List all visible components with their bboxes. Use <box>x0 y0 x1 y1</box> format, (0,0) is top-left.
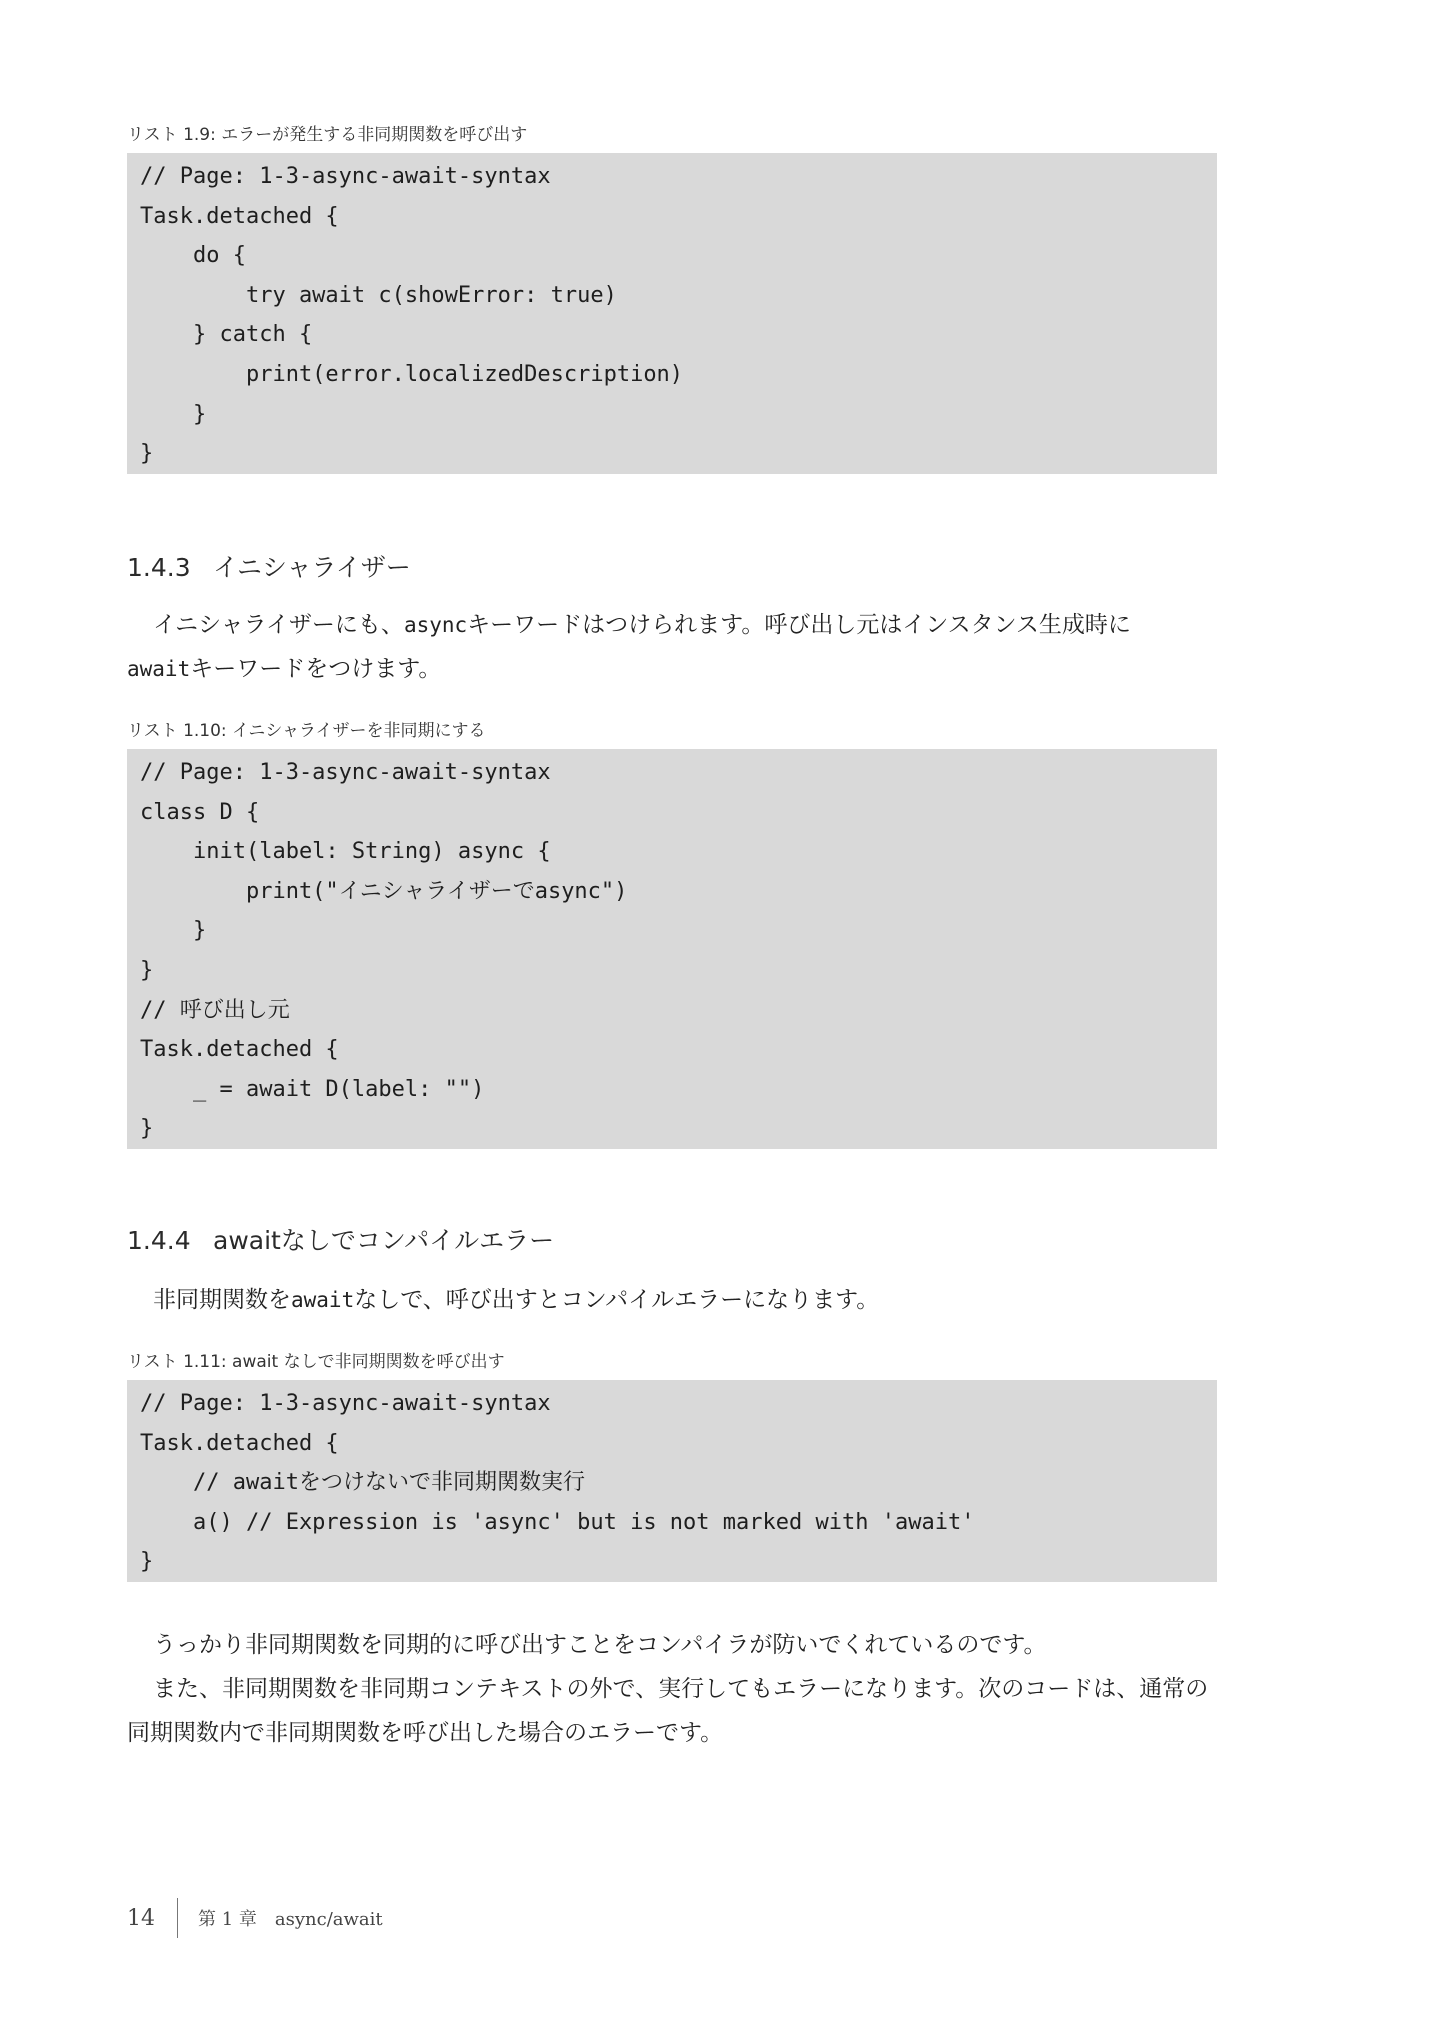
inline-code: await <box>127 657 191 681</box>
listing-caption: リスト 1.9: エラーが発生する非同期関数を呼び出す <box>127 125 528 145</box>
code-block <box>127 153 1217 474</box>
code-line: try await c(showError: true) <box>140 282 617 308</box>
inline-code: async <box>403 613 468 637</box>
code-line: // Page: 1-3-async-await-syntax <box>140 760 551 785</box>
code-block <box>127 749 1217 1149</box>
code-line: init(label: String) async { <box>140 839 551 865</box>
code-line: } <box>140 1116 154 1142</box>
code-line: _ = await D(label: "") <box>140 1076 485 1102</box>
code-line: } <box>140 401 207 427</box>
code-line: } <box>140 1549 154 1575</box>
listing-caption: リスト 1.10: イニシャライザーを非同期にする <box>127 721 486 741</box>
code-line: // 呼び出し元 <box>140 997 290 1023</box>
code-line: do { <box>140 243 246 269</box>
code-line: a() // Expression is 'async' but is not marked with 'await' <box>140 1509 975 1535</box>
listing-caption: リスト 1.11: await なしで非同期関数を呼び出す <box>127 1352 505 1372</box>
code-block <box>127 1380 1217 1582</box>
body-paragraph: うっかり非同期関数を同期的に呼び出すことをコンパイラが防いでくれているのです。 <box>153 1632 1047 1658</box>
section-heading <box>127 1221 554 1257</box>
page-number: 14 <box>127 1905 155 1931</box>
section-heading <box>127 548 411 584</box>
code-line: } <box>140 957 154 983</box>
code-line: } catch { <box>140 322 313 348</box>
code-line: class D { <box>140 799 260 825</box>
code-line: print("イニシャライザーでasync") <box>140 878 628 904</box>
inline-code: await <box>291 1288 355 1312</box>
code-line: Task.detached { <box>140 1037 339 1063</box>
body-paragraph: 非同期関数をawaitなしで、呼び出すとコンパイルエラーになります。 <box>153 1287 880 1313</box>
section-number: 1.4.3 <box>127 553 191 582</box>
code-line: } <box>140 918 207 944</box>
code-line: // Page: 1-3-async-await-syntax <box>140 164 551 189</box>
body-paragraph: イニシャライザーにも、asyncキーワードはつけられます。呼び出し元はインスタンス生成時に awaitキーワードをつけます。 <box>127 612 1131 682</box>
page-footer <box>127 1898 383 1938</box>
section-title: awaitなしでコンパイルエラー <box>213 1226 555 1255</box>
code-line: Task.detached { <box>140 1430 339 1456</box>
footer-divider <box>177 1898 178 1938</box>
running-footer-chapter: 第 1 章 async/await <box>198 1909 383 1930</box>
code-line: print(error.localizedDescription) <box>140 361 684 387</box>
code-line: Task.detached { <box>140 203 339 229</box>
body-paragraph: また、非同期関数を非同期コンテキストの外で、実行してもエラーになります。次のコードは、通常の同期関数内で非同期関数を呼び出した場合のエラーです。 <box>127 1676 1209 1746</box>
section-number: 1.4.4 <box>127 1226 191 1255</box>
code-line: // Page: 1-3-async-await-syntax <box>140 1391 551 1416</box>
code-line: } <box>140 441 154 467</box>
code-line: // awaitをつけないで非同期関数実行 <box>140 1470 585 1496</box>
section-title: イニシャライザー <box>213 553 411 582</box>
